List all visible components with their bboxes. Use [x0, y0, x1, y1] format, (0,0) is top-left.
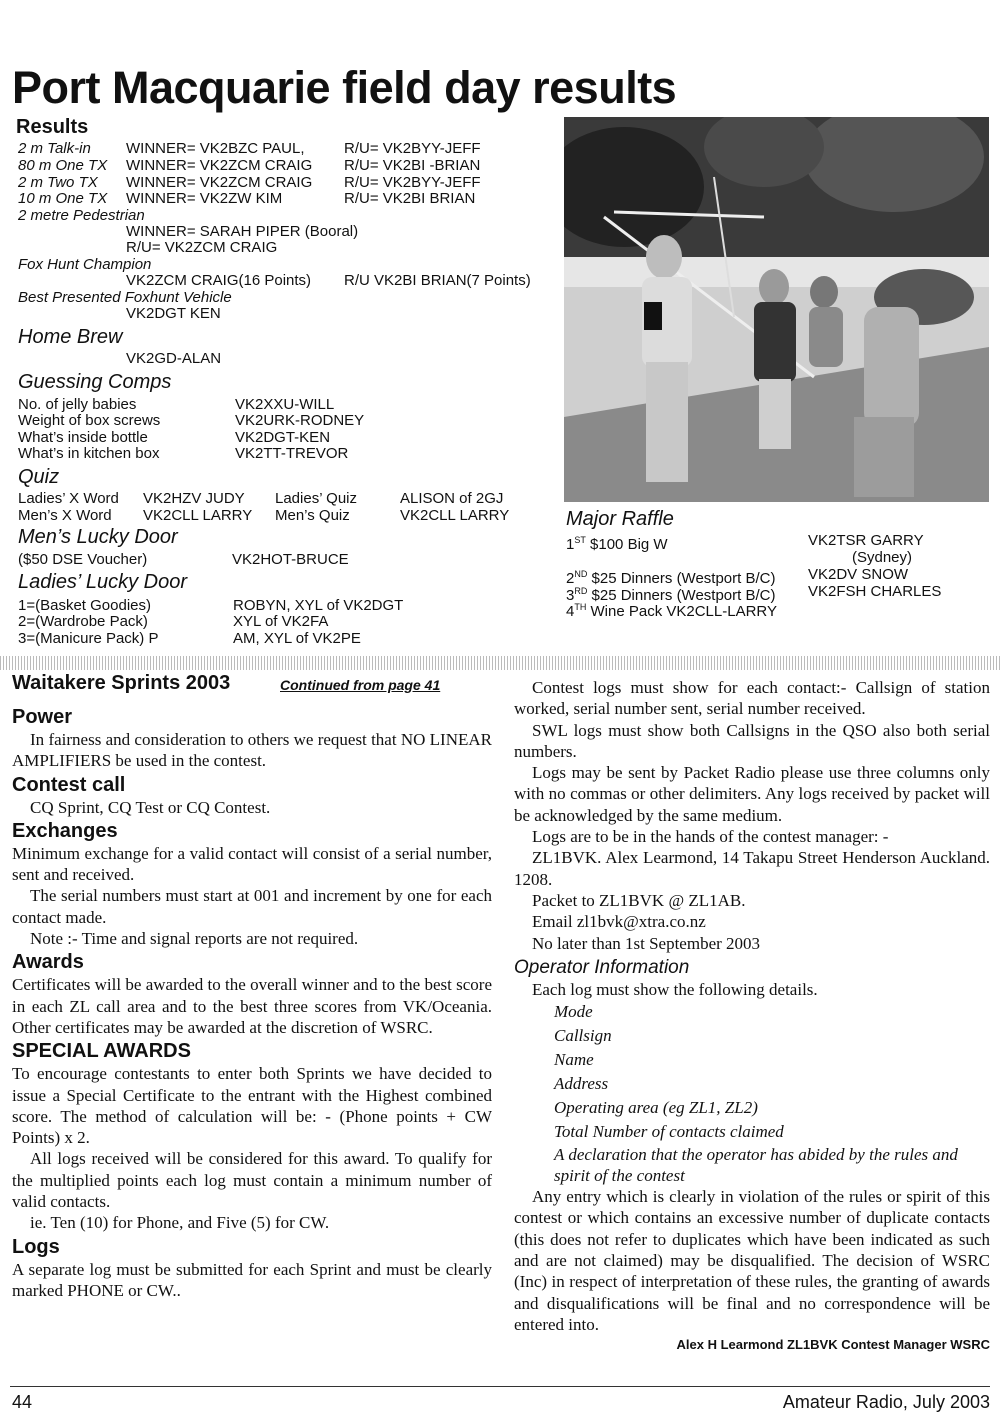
event-runner-up: R/U VK2BI BRIAN(7 Points) — [344, 272, 531, 289]
guess-label: What’s in kitchen box — [18, 445, 160, 462]
event-runner-up: R/U= VK2BI -BRIAN — [344, 157, 481, 174]
page-title: Port Macquarie field day results — [12, 62, 677, 113]
door-winner: AM, XYL of VK2PE — [233, 630, 361, 647]
signoff: Alex H Learmond ZL1BVK Contest Manager WSRC — [676, 1337, 990, 1353]
event-name: 10 m One TX — [18, 190, 108, 207]
logs-text: Logs may be sent by Packet Radio please use three columns only with no commas or other delimiters. Any logs received by packet will be acknowledged by the same medium. — [514, 763, 990, 825]
raffle-winner: VK2FSH CHARLES — [808, 583, 942, 600]
operator-info-text: Each log must show the following details. — [532, 979, 818, 999]
special-awards-text: ie. Ten (10) for Phone, and Five (5) for CW. — [30, 1213, 330, 1233]
event-name: Fox Hunt Champion — [18, 256, 152, 273]
event-name: 2 m Two TX — [18, 174, 98, 191]
quiz-cell: VK2CLL LARRY — [143, 507, 253, 524]
event-name: Best Presented Foxhunt Vehicle — [18, 289, 232, 306]
contest-call-text: CQ Sprint, CQ Test or CQ Contest. — [30, 797, 271, 817]
section-heading: Ladies’ Lucky Door — [18, 571, 187, 593]
quiz-cell: VK2HZV JUDY — [143, 490, 245, 507]
door-winner: ROBYN, XYL of VK2DGT — [233, 597, 404, 614]
footer-rule — [10, 1386, 990, 1387]
event-runner-up: R/U= VK2BI BRIAN — [344, 190, 476, 207]
logs-heading: Logs — [12, 1235, 60, 1258]
final-text: Any entry which is clearly in violation of the rules or spirit of this contest or which contains an excessive number of duplicate contacts (this does not refer to duplicates which have been indicated as such and are not claimed) may be disqualified. The decision of WSRC (Inc) in respect of interpretation of these rules, the granting of awards and disqualifications will be final and no correspondence will be entered into. — [514, 1187, 990, 1334]
event-runner-up: R/U= VK2BYY-JEFF — [344, 174, 481, 191]
sprints-right-column — [514, 677, 990, 1352]
sprints-title: Waitakere Sprints 2003 — [12, 672, 231, 694]
deadline-text: No later than 1st September 2003 — [532, 933, 761, 953]
event-photo — [564, 117, 989, 502]
event-name: 80 m One TX — [18, 157, 108, 174]
power-heading: Power — [12, 706, 73, 728]
exchanges-text: Minimum exchange for a valid contact will consist of a serial number, sent and received. — [12, 843, 492, 885]
raffle-winner: VK2TSR GARRY — [808, 532, 924, 549]
section-divider — [0, 656, 1000, 670]
logs-text: Logs are to be in the hands of the contest manager: - — [532, 827, 889, 847]
event-winner: VK2DGT KEN — [126, 305, 221, 322]
event-winner: WINNER= SARAH PIPER (Booral) — [126, 223, 359, 240]
door-label: 1=(Basket Goodies) — [18, 597, 151, 614]
power-text: In fairness and consideration to others we request that NO LINEAR AMPLIFIERS be used in the contest. — [12, 730, 492, 771]
event-runner-up: R/U= VK2BYY-JEFF — [344, 140, 481, 157]
sprints-left-column — [12, 672, 492, 1301]
raffle-heading: Major Raffle — [566, 508, 674, 530]
event-winner: WINNER= VK2BZC PAUL, — [126, 140, 305, 157]
raffle-prize: 4TH Wine Pack VK2CLL-LARRY — [566, 602, 777, 620]
awards-heading: Awards — [12, 951, 84, 974]
special-awards-heading: SPECIAL AWARDS — [12, 1040, 191, 1063]
raffle-prize: 2ND $25 Dinners (Westport B/C) — [566, 569, 776, 587]
results-heading: Results — [16, 116, 89, 138]
door-label: 2=(Wardrobe Pack) — [18, 613, 148, 630]
event-winner: VK2GD-ALAN — [126, 350, 222, 367]
quiz-cell: Ladies’ Quiz — [275, 490, 357, 507]
guess-label: Weight of box screws — [18, 412, 161, 429]
quiz-cell: Men’s Quiz — [275, 507, 350, 524]
special-awards-text: To encourage contestants to enter both Sprints we have decided to issue a Special Certificate to the entrant with the Highest combined score. The method of calculation will be: - (Phone points + CW Points) x 2. — [12, 1064, 492, 1148]
door-winner: VK2HOT-BRUCE — [232, 551, 349, 568]
event-winner: VK2ZCM CRAIG(16 Points) — [126, 272, 312, 289]
raffle-winner: VK2DV SNOW — [808, 566, 909, 583]
guess-winner: VK2URK-RODNEY — [235, 412, 365, 429]
email-text: Email zl1bvk@xtra.co.nz — [532, 912, 706, 932]
publication-name: Amateur Radio, July 2003 — [782, 1392, 990, 1412]
special-awards-text: All logs received will be considered for this award. To qualify for the multiplied points each log must contain a minimum number of valid contacts. — [12, 1149, 492, 1212]
page-number: 44 — [12, 1392, 33, 1412]
event-winner: WINNER= VK2ZW KIM — [126, 190, 283, 207]
event-name: 2 metre Pedestrian — [18, 207, 145, 224]
event-runner-up: R/U= VK2ZCM CRAIG — [126, 239, 278, 256]
event-winner: WINNER= VK2ZCM CRAIG — [126, 174, 313, 191]
section-heading: Guessing Comps — [18, 371, 172, 393]
list-item: Operating area (eg ZL1, ZL2) — [554, 1098, 758, 1118]
quiz-cell: Men’s X Word — [18, 507, 112, 524]
quiz-cell: ALISON of 2GJ — [400, 490, 504, 507]
door-winner: XYL of VK2FA — [233, 613, 329, 630]
packet-text: Packet to ZL1BVK @ ZL1AB. — [532, 890, 746, 910]
address-text: ZL1BVK. Alex Learmond, 14 Takapu Street Henderson Auckland. 1208. — [514, 848, 990, 889]
guess-winner: VK2DGT-KEN — [235, 429, 331, 446]
event-name: 2 m Talk-in — [18, 140, 91, 157]
continued-link[interactable]: Continued from page 41 — [280, 677, 441, 693]
contest-call-heading: Contest call — [12, 773, 126, 796]
door-label: ($50 DSE Voucher) — [18, 551, 148, 568]
quiz-cell: Ladies’ X Word — [18, 490, 119, 507]
exchanges-heading: Exchanges — [12, 819, 118, 842]
logs-text: SWL logs must show both Callsigns in the QSO also both serial numbers. — [514, 720, 990, 761]
event-winner: WINNER= VK2ZCM CRAIG — [126, 157, 313, 174]
exchanges-text: The serial numbers must start at 001 and increment by one for each contact made. — [12, 886, 492, 927]
section-heading: Home Brew — [18, 326, 123, 348]
list-item: Address — [554, 1074, 609, 1094]
guess-winner: VK2TT-TREVOR — [235, 445, 349, 462]
list-item: Mode — [554, 1002, 593, 1022]
operator-info-heading: Operator Information — [514, 956, 690, 978]
raffle-prize: 1ST $100 Big W — [566, 535, 668, 553]
exchanges-note: Note :- Time and signal reports are not required. — [30, 929, 359, 949]
photo-illustration — [564, 117, 989, 502]
raffle-prize: 3RD $25 Dinners (Westport B/C) — [566, 586, 776, 604]
raffle-winner-note: (Sydney) — [852, 549, 913, 566]
quiz-cell: VK2CLL LARRY — [400, 507, 510, 524]
section-heading: Men’s Lucky Door — [18, 526, 178, 548]
guess-label: No. of jelly babies — [18, 396, 137, 413]
list-item: Name — [554, 1050, 594, 1070]
operator-info-list — [554, 1000, 990, 1186]
door-label: 3=(Manicure Pack) P — [18, 630, 159, 647]
guess-label: What’s inside bottle — [18, 429, 148, 446]
logs-text: Contest logs must show for each contact:- Callsign of station worked, serial number sent, serial number received. — [514, 678, 990, 719]
section-heading: Quiz — [18, 466, 60, 488]
awards-text: Certificates will be awarded to the overall winner and to the best score in each ZL call area and to the best three scores from VK/Oceania. Other certificates may be awarded at the discretion of WSRC. — [12, 975, 492, 1037]
guess-winner: VK2XXU-WILL — [235, 396, 335, 413]
list-item: Total Number of contacts claimed — [554, 1122, 784, 1142]
list-item: Callsign — [554, 1026, 612, 1046]
logs-text: A separate log must be submitted for each Sprint and must be clearly marked PHONE or CW.. — [12, 1259, 492, 1300]
list-item: A declaration that the operator has abided by the rules and spirit of the contest — [554, 1145, 958, 1186]
